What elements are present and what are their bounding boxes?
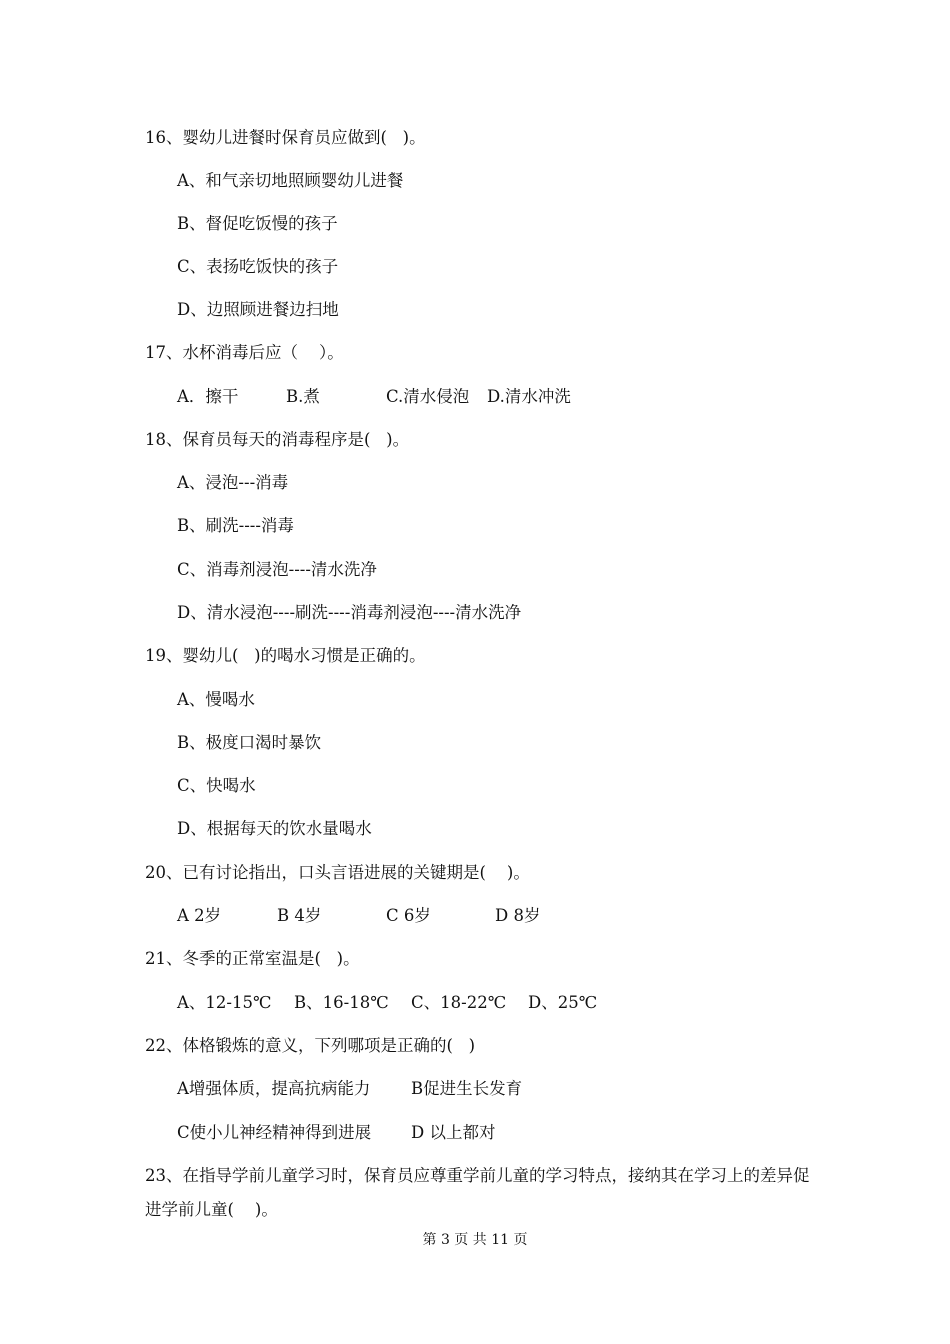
question-21-option-a: A、12-15℃ (177, 993, 272, 1012)
question-17-option-b: B.煮 (286, 387, 320, 406)
question-18-option-c: C、消毒剂浸泡----清水洗净 (177, 560, 377, 579)
question-23-stem: 23、在指导学前儿童学习时，保育员应尊重学前儿童的学习特点，接纳其在学习上的差异促进学前儿童( )。 (145, 1166, 810, 1219)
question-20-option-d: D 8岁 (495, 906, 541, 925)
page-footer: 第 3 页 共 11 页 (422, 1232, 528, 1248)
question-21-option-c: C、18-22℃ (411, 993, 507, 1012)
question-19-option-c: C、快喝水 (177, 776, 256, 795)
question-18-option-a: A、浸泡---消毒 (177, 473, 289, 492)
question-18-option-b: B、刷洗----消毒 (177, 516, 294, 535)
question-19-option-d: D、根据每天的饮水量喝水 (177, 819, 372, 838)
question-22-option-c: C使小儿神经精神得到进展 (177, 1123, 372, 1142)
question-16-option-c: C、表扬吃饭快的孩子 (177, 257, 339, 276)
question-21-option-b: B、16-18℃ (294, 993, 389, 1012)
question-17-stem: 17、水杯消毒后应（ ）。 (145, 343, 344, 362)
question-18-option-d: D、清水浸泡----刷洗----消毒剂浸泡----清水洗净 (177, 603, 522, 622)
question-21-option-d: D、25℃ (528, 993, 598, 1012)
question-20-option-c: C 6岁 (386, 906, 431, 925)
question-22-option-d: D 以上都对 (411, 1123, 496, 1142)
question-21-stem: 21、冬季的正常室温是( )。 (145, 949, 360, 968)
question-16-option-b: B、督促吃饭慢的孩子 (177, 214, 338, 233)
question-19-option-a: A、慢喝水 (177, 690, 255, 709)
question-16-option-d: D、边照顾进餐边扫地 (177, 300, 339, 319)
question-17-option-c: C.清水侵泡 (386, 387, 470, 406)
question-22-option-b: B促进生长发育 (411, 1079, 523, 1098)
question-18-stem: 18、保育员每天的消毒程序是( )。 (145, 430, 410, 449)
question-22-option-a: A增强体质，提高抗病能力 (177, 1079, 371, 1098)
question-20-stem: 20、已有讨论指出，口头言语进展的关键期是( )。 (145, 863, 530, 882)
question-19-option-b: B、极度口渴时暴饮 (177, 733, 322, 752)
question-22-stem: 22、体格锻炼的意义，下列哪项是正确的( ) (145, 1036, 476, 1055)
question-17-option-a: A．擦干 (177, 387, 239, 406)
question-19-stem: 19、婴幼儿( )的喝水习惯是正确的。 (145, 646, 426, 665)
question-17-option-d: D.清水冲洗 (487, 387, 571, 406)
question-20-option-b: B 4岁 (277, 906, 322, 925)
question-16-option-a: A、和气亲切地照顾婴幼儿进餐 (177, 171, 404, 190)
question-16-stem: 16、婴幼儿进餐时保育员应做到( )。 (145, 128, 426, 147)
question-20-option-a: A 2岁 (177, 906, 222, 925)
